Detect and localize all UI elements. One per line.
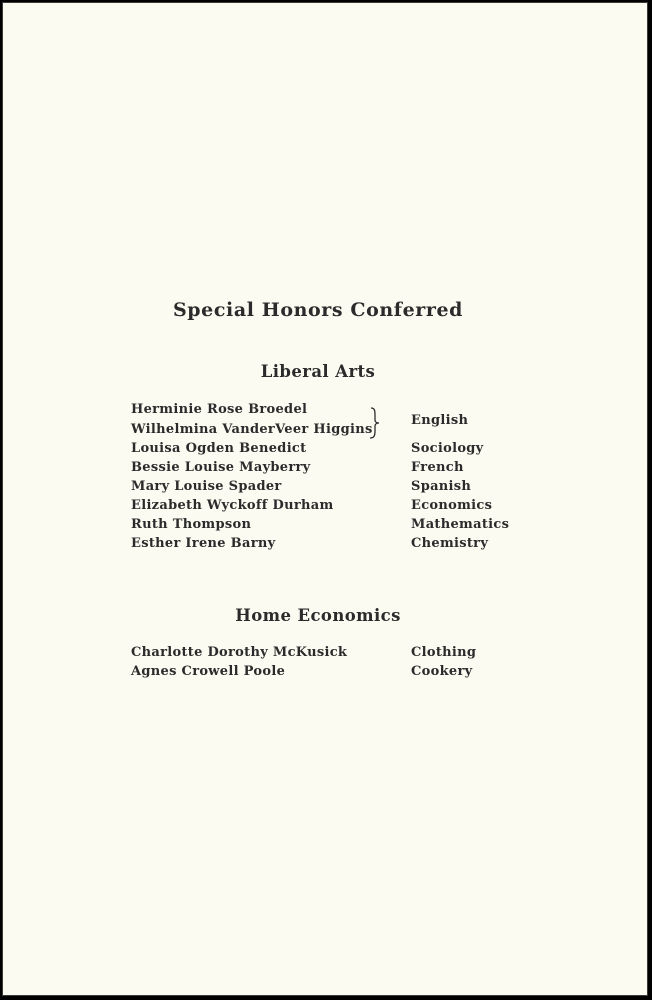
honoree-name: Mary Louise Spader [131, 479, 282, 494]
honor-subject: Economics [411, 498, 493, 513]
honoree-name: Charlotte Dorothy McKusick [131, 645, 348, 660]
list-item [3, 515, 649, 534]
honor-subject: Chemistry [411, 536, 489, 551]
honoree-name: Louisa Ogden Benedict [131, 441, 307, 456]
page-title: Special Honors Conferred [172, 299, 464, 321]
honoree-name: Elizabeth Wyckoff Durham [131, 498, 334, 513]
honoree-name: Esther Irene Barny [131, 536, 276, 551]
list-item [3, 458, 649, 477]
list-item [3, 439, 649, 458]
list-item [3, 643, 649, 662]
honor-subject: Clothing [411, 645, 477, 660]
list-item [3, 477, 649, 496]
honor-subject: Sociology [411, 441, 484, 456]
honoree-name: Wilhelmina VanderVeer Higgins [131, 422, 373, 437]
honor-subject: French [411, 460, 464, 475]
list-item [3, 662, 649, 681]
honoree-name: Agnes Crowell Poole [131, 664, 286, 679]
honoree-name: Ruth Thompson [131, 517, 252, 532]
brace-icon [369, 407, 381, 439]
list-item [3, 420, 649, 439]
honoree-name: Bessie Louise Mayberry [131, 460, 311, 475]
list-item [3, 400, 649, 419]
section-heading-liberal-arts: Liberal Arts [260, 362, 376, 381]
honor-subject: Mathematics [411, 517, 510, 532]
honoree-name: Herminie Rose Broedel [131, 402, 308, 417]
section-heading-home-economics: Home Economics [235, 606, 401, 625]
honor-subject: Cookery [411, 664, 473, 679]
list-item [3, 534, 649, 553]
page [2, 2, 648, 996]
honor-subject: English [411, 413, 469, 428]
honor-subject: Spanish [411, 479, 472, 494]
list-item [3, 496, 649, 515]
